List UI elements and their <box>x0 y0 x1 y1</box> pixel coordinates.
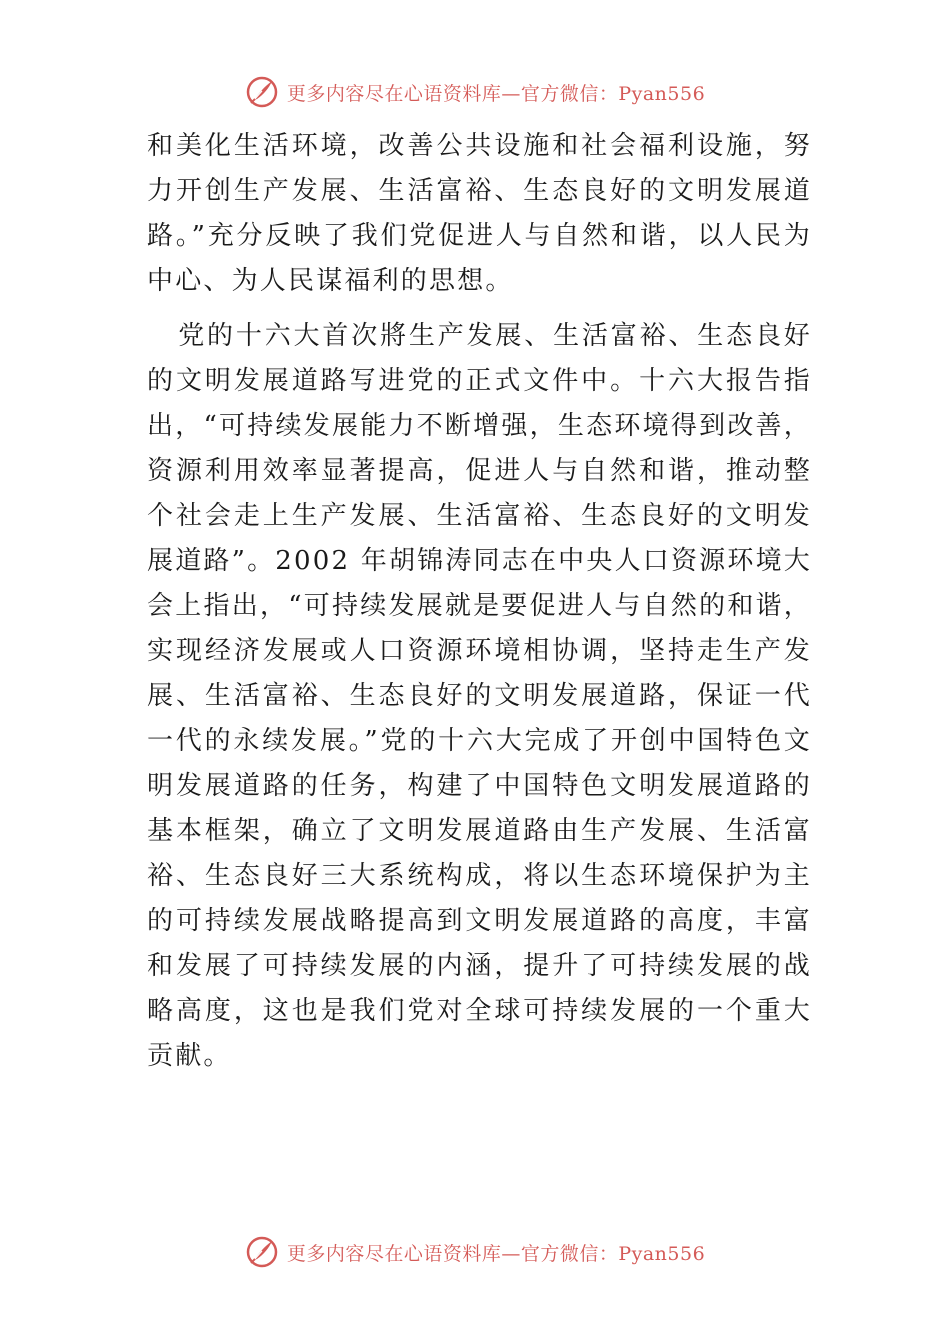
footer-banner-text: 更多内容尽在心语资料库—官方微信：Pyan556 <box>286 1242 706 1265</box>
document-body <box>147 124 812 1079</box>
feather-pen-logo-icon <box>245 75 279 109</box>
paragraph-2: 党的十六大首次將生产发展、生活富裕、生态良好的文明发展道路写进党的正式文件中。十六大报告指出，“可持续发展能力不断增强，生态环境得到改善，资源利用效率显著提高，促进人与自然和谐，推动整个社会走上生产发展、生活富裕、生态良好的文明发展道路”。2002 年胡锦涛同志在中央人口资源环境大会上指出，“可持续发展就是要促进人与自然的和谐，实现经济发展或人口资源环境相协调，坚持走生产发展、生活富裕、生态良好的文明发展道路，保证一代一代的永续发展。”党的十六大完成了开创中国特色文明发展道路的任务，构建了中国特色文明发展道路的基本框架，确立了文明发展道路由生产发展、生活富裕、生态良好三大系统构成，将以生态环境保护为主的可持续发展战略提高到文明发展道路的高度，丰富和发展了可持续发展的内涵，提升了可持续发展的战略高度，这也是我们党对全球可持续发展的一个重大贡献。 <box>147 321 812 1071</box>
footer-banner <box>0 1232 950 1272</box>
feather-pen-logo-icon <box>245 1235 279 1269</box>
paragraph-1: 和美化生活环境，改善公共设施和社会福利设施，努力开创生产发展、生活富裕、生态良好的文明发展道路。”充分反映了我们党促进人与自然和谐，以人民为中心、为人民谋福利的思想。 <box>147 131 812 296</box>
header-banner <box>0 72 950 112</box>
header-banner-text: 更多内容尽在心语资料库—官方微信：Pyan556 <box>286 82 706 105</box>
